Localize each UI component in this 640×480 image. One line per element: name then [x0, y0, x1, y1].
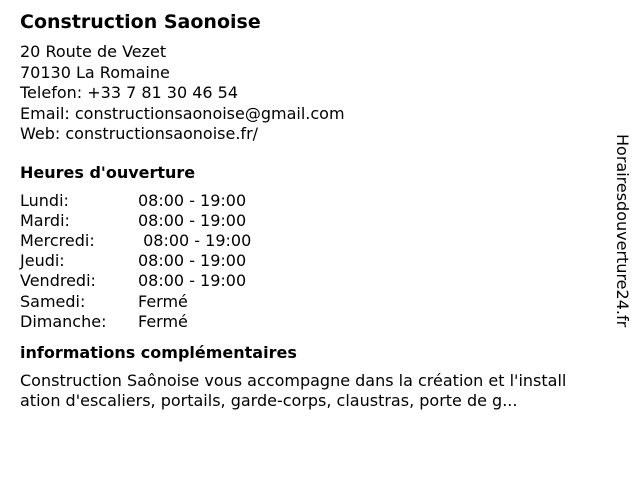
day-label: Mercredi: — [20, 230, 95, 250]
email-line[interactable]: Email: constructionsaonoise@gmail.com — [20, 103, 345, 123]
web-line[interactable]: Web: constructionsaonoise.fr/ — [20, 124, 259, 143]
business-name: Construction Saonoise — [20, 11, 261, 33]
day-label: Dimanche: — [20, 311, 107, 331]
business-card — [20, 10, 600, 411]
day-hours: Fermé — [138, 291, 188, 311]
hours-table — [20, 191, 600, 332]
address-line2: 70130 La Romaine — [20, 62, 170, 82]
hours-row-tuesday — [20, 211, 600, 231]
day-hours: 08:00 - 19:00 — [138, 210, 247, 230]
hours-row-thursday — [20, 251, 600, 271]
hours-heading: Heures d'ouverture — [20, 162, 196, 182]
day-hours: 08:00 - 19:00 — [138, 251, 247, 271]
site-watermark: Horairesdouverture24.fr — [613, 134, 632, 328]
hours-row-sunday — [20, 312, 600, 332]
day-hours: Fermé — [138, 311, 188, 331]
day-label: Vendredi: — [20, 271, 96, 291]
hours-row-monday — [20, 191, 600, 211]
address-line1: 20 Route de Vezet — [20, 42, 167, 61]
hours-row-wednesday — [20, 231, 600, 251]
day-label: Mardi: — [20, 210, 70, 230]
phone-line[interactable]: Telefon: +33 7 81 30 46 54 — [20, 83, 239, 102]
hours-row-saturday — [20, 292, 600, 312]
hours-row-friday — [20, 271, 600, 291]
info-description: Construction Saônoise vous accompagne dans la création et l'installation d'escaliers, portails, garde-corps, claustras, porte de g... — [20, 370, 567, 410]
day-hours: 08:00 - 19:00 — [138, 271, 247, 291]
day-label: Lundi: — [20, 190, 69, 210]
info-heading: informations complémentaires — [20, 342, 297, 362]
day-hours: 08:00 - 19:00 — [138, 190, 247, 210]
day-label: Jeudi: — [20, 251, 65, 271]
day-hours: 08:00 - 19:00 — [138, 230, 252, 250]
day-label: Samedi: — [20, 291, 86, 311]
